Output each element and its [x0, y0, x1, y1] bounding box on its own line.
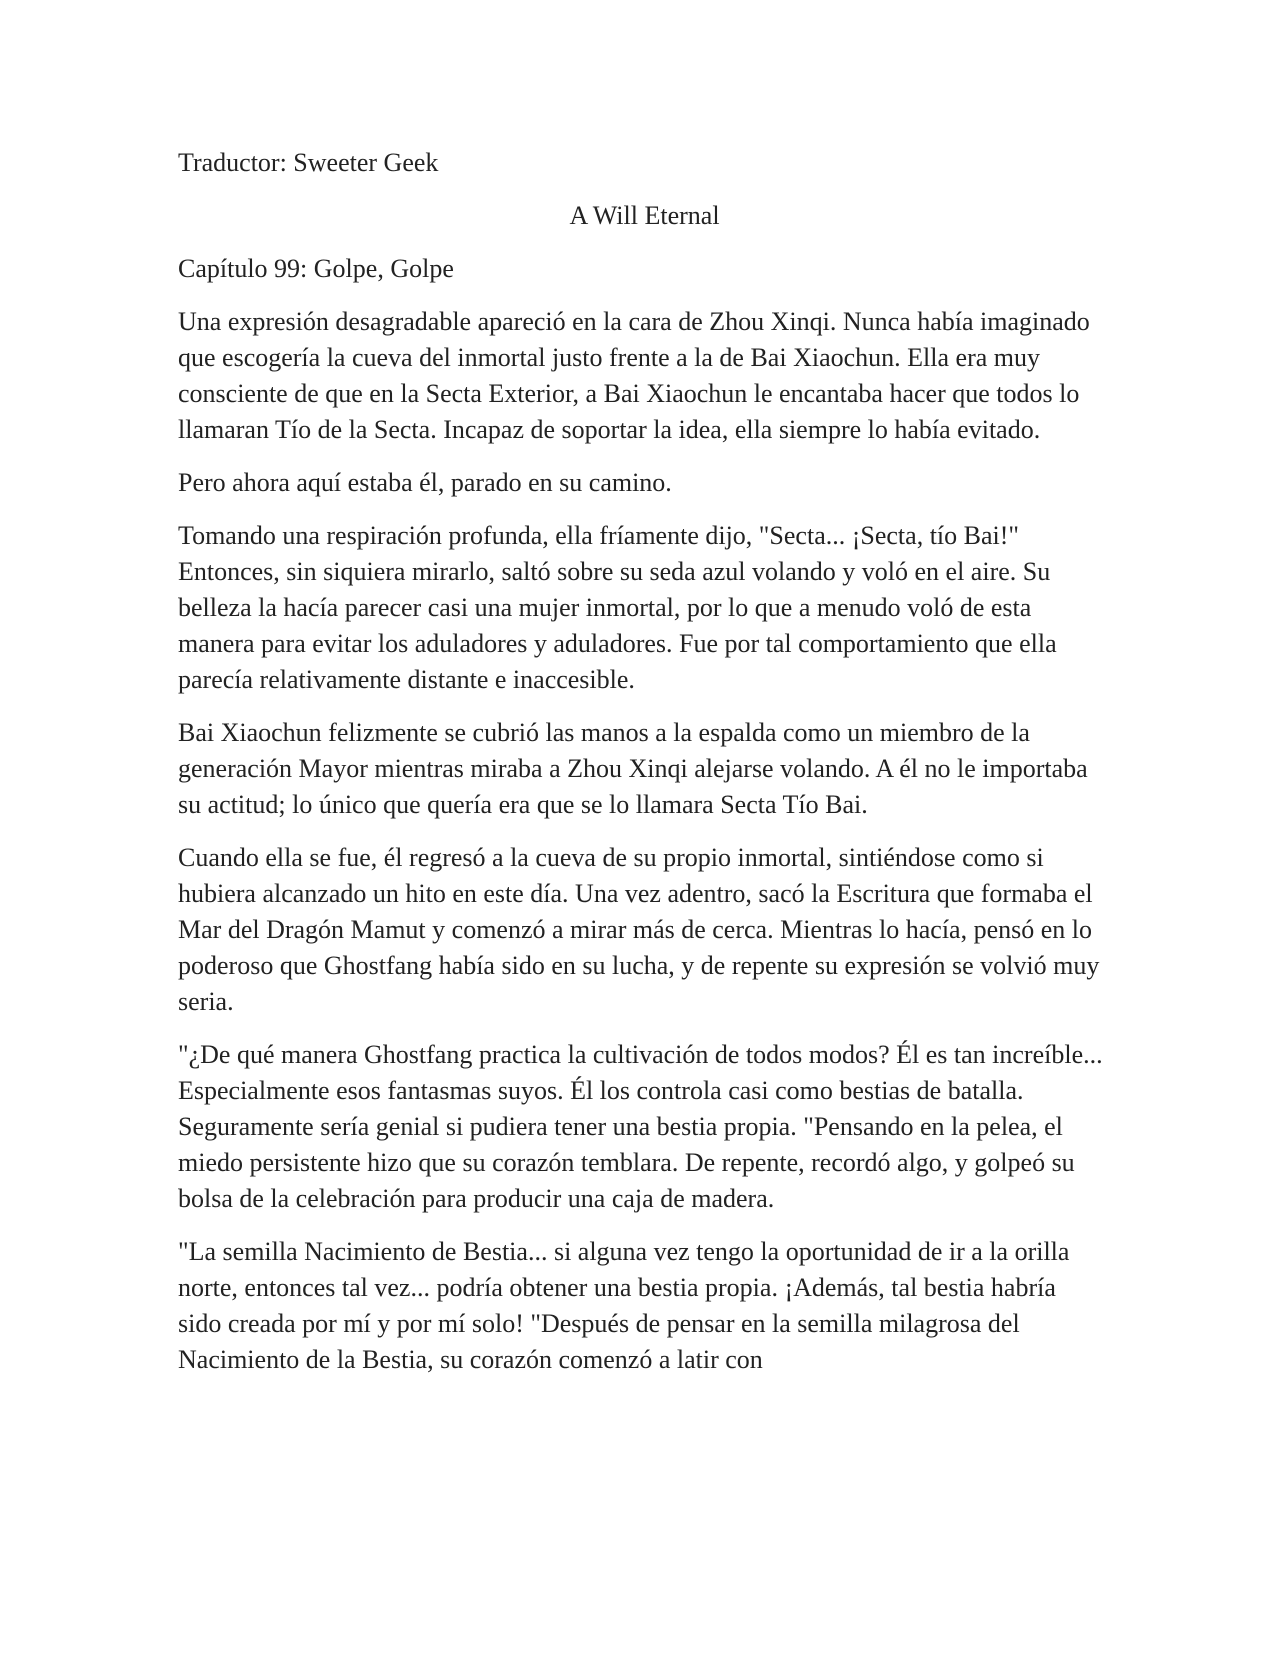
book-title: A Will Eternal — [569, 201, 720, 230]
chapter-heading: Capítulo 99: Golpe, Golpe — [178, 254, 454, 283]
paragraph: Una expresión desagradable apareció en la cara de Zhou Xinqi. Nunca había imaginado que escogería la cueva del inmortal justo frente a la de Bai Xiaochun. Ella era muy consciente de que en la Secta Exterior, a Bai Xiaochun le encantaba hacer que todos lo llamaran Tío de la Secta. Incapaz de soportar la idea, ella siempre lo había evitado. — [178, 307, 1090, 444]
document-page — [178, 145, 1103, 1395]
paragraph: Tomando una respiración profunda, ella fríamente dijo, "Secta... ¡Secta, tío Bai!" Entonces, sin siquiera mirarlo, saltó sobre su seda azul volando y voló en el aire. Su belleza la hacía parecer casi una mujer inmortal, por lo que a menudo voló de esta manera para evitar los aduladores y aduladores. Fue por tal comportamiento que ella parecía relativamente distante e inaccesible. — [178, 521, 1057, 694]
paragraph: Cuando ella se fue, él regresó a la cueva de su propio inmortal, sintiéndose como si hubiera alcanzado un hito en este día. Una vez adentro, sacó la Escritura que formaba el Mar del Dragón Mamut y comenzó a mirar más de cerca. Mientras lo hacía, pensó en lo poderoso que Ghostfang había sido en su lucha, y de repente su expresión se volvió muy seria. — [178, 843, 1100, 1016]
paragraph: "¿De qué manera Ghostfang practica la cultivación de todos modos? Él es tan increíble... Especialmente esos fantasmas suyos. Él los controla casi como bestias de batalla. Seguramente sería genial si pudiera tener una bestia propia. "Pensando en la pelea, el miedo persistente hizo que su corazón temblara. De repente, recordó algo, y golpeó su bolsa de la celebración para producir una caja de madera. — [178, 1040, 1103, 1213]
paragraph: Pero ahora aquí estaba él, parado en su camino. — [178, 468, 672, 497]
paragraph: Bai Xiaochun felizmente se cubrió las manos a la espalda como un miembro de la generación Mayor mientras miraba a Zhou Xinqi alejarse volando. A él no le importaba su actitud; lo único que quería era que se lo llamara Secta Tío Bai. — [178, 718, 1088, 819]
translator-credit: Traductor: Sweeter Geek — [178, 148, 439, 177]
paragraph: "La semilla Nacimiento de Bestia... si alguna vez tengo la oportunidad de ir a la orilla norte, entonces tal vez... podría obtener una bestia propia. ¡Además, tal bestia habría sido creada por mí y por mí solo! "Después de pensar en la semilla milagrosa del Nacimiento de la Bestia, su corazón comenzó a latir con — [178, 1237, 1070, 1374]
